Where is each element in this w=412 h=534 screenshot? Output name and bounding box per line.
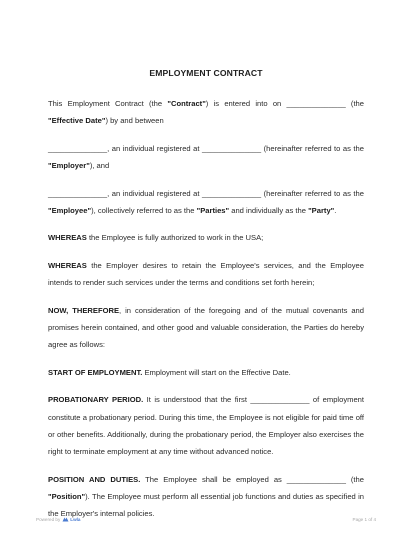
term-party: "Party" — [308, 205, 335, 215]
term-effective-date: "Effective Date" — [48, 116, 106, 126]
text-run: ______________, an individual registered at ______________ (hereinafter referred to as the — [48, 143, 364, 153]
document-body — [48, 95, 364, 522]
section-heading: START OF EMPLOYMENT. — [48, 367, 143, 377]
section-start-of-employment — [48, 364, 364, 381]
text-run: ) is entered into on ______________ (the — [205, 99, 365, 108]
text-run: and individually as the — [229, 205, 309, 215]
keyword-whereas: WHEREAS — [48, 260, 87, 270]
lawdistrict-logo-icon — [62, 517, 69, 522]
term-contract: "Contract" — [167, 99, 206, 108]
brand-name: Lwla — [70, 517, 81, 522]
text-run: ), and — [89, 161, 110, 170]
paragraph-now-therefore — [48, 302, 364, 354]
paragraph-employer — [48, 140, 364, 174]
text-run: , in consideration of the foregoing and of the mutual covenants and promises herein contained, and other good and valuable consideration, the Parties do hereby agree as follows: — [48, 305, 364, 350]
text-run: . — [334, 205, 337, 215]
text-run: the Employer desires to retain the Employee's services, and the Employee intends to render such services under the terms and conditions set forth herein; — [48, 260, 364, 288]
paragraph-whereas-1 — [48, 229, 364, 246]
keyword-now-therefore: NOW, THEREFORE — [48, 305, 120, 315]
section-heading: PROBATIONARY PERIOD. — [48, 395, 144, 405]
text-run: Employment will start on the Effective Date. — [142, 367, 291, 377]
paragraph-employee — [48, 185, 364, 219]
term-position: "Position" — [48, 491, 86, 501]
text-run: ) by and between — [105, 116, 164, 126]
powered-by — [36, 517, 80, 522]
term-employer: "Employer" — [48, 161, 90, 170]
document-title: EMPLOYMENT CONTRACT — [149, 68, 263, 78]
page-footer — [36, 517, 376, 527]
paragraph-intro — [48, 95, 364, 129]
keyword-whereas: WHEREAS — [48, 233, 87, 243]
section-probationary-period — [48, 391, 364, 460]
paragraph-whereas-2 — [48, 257, 364, 291]
term-parties: "Parties" — [196, 205, 230, 215]
section-position-and-duties — [48, 471, 364, 523]
text-run: ). The Employee must perform all essential job functions and duties as specified in the Employer's internal policies. — [48, 491, 364, 518]
text-run: ______________, an individual registered at ______________ (hereinafter referred to as the — [48, 188, 364, 198]
powered-by-label: Powered by — [36, 517, 61, 522]
text-run: ), collectively referred to as the — [91, 205, 197, 215]
page-number: Page 1 of 4 — [352, 517, 376, 522]
text-run: the Employee is fully authorized to work in the USA; — [86, 233, 264, 243]
text-run: The Employee shall be employed as ______________ (the — [140, 474, 364, 484]
term-employee: "Employee" — [48, 205, 92, 215]
text-run: This Employment Contract (the — [48, 99, 168, 108]
text-run: It is understood that the first ______________ of employment constitute a probationary period. During this time, the Employee is not eligible for paid time off or other benefits. Additionally, during the probationary period, the Employer also exercises the right to terminate employment at any time without advanced notice. — [48, 395, 365, 456]
section-heading: POSITION AND DUTIES. — [48, 474, 141, 484]
brand-link[interactable] — [62, 517, 80, 522]
